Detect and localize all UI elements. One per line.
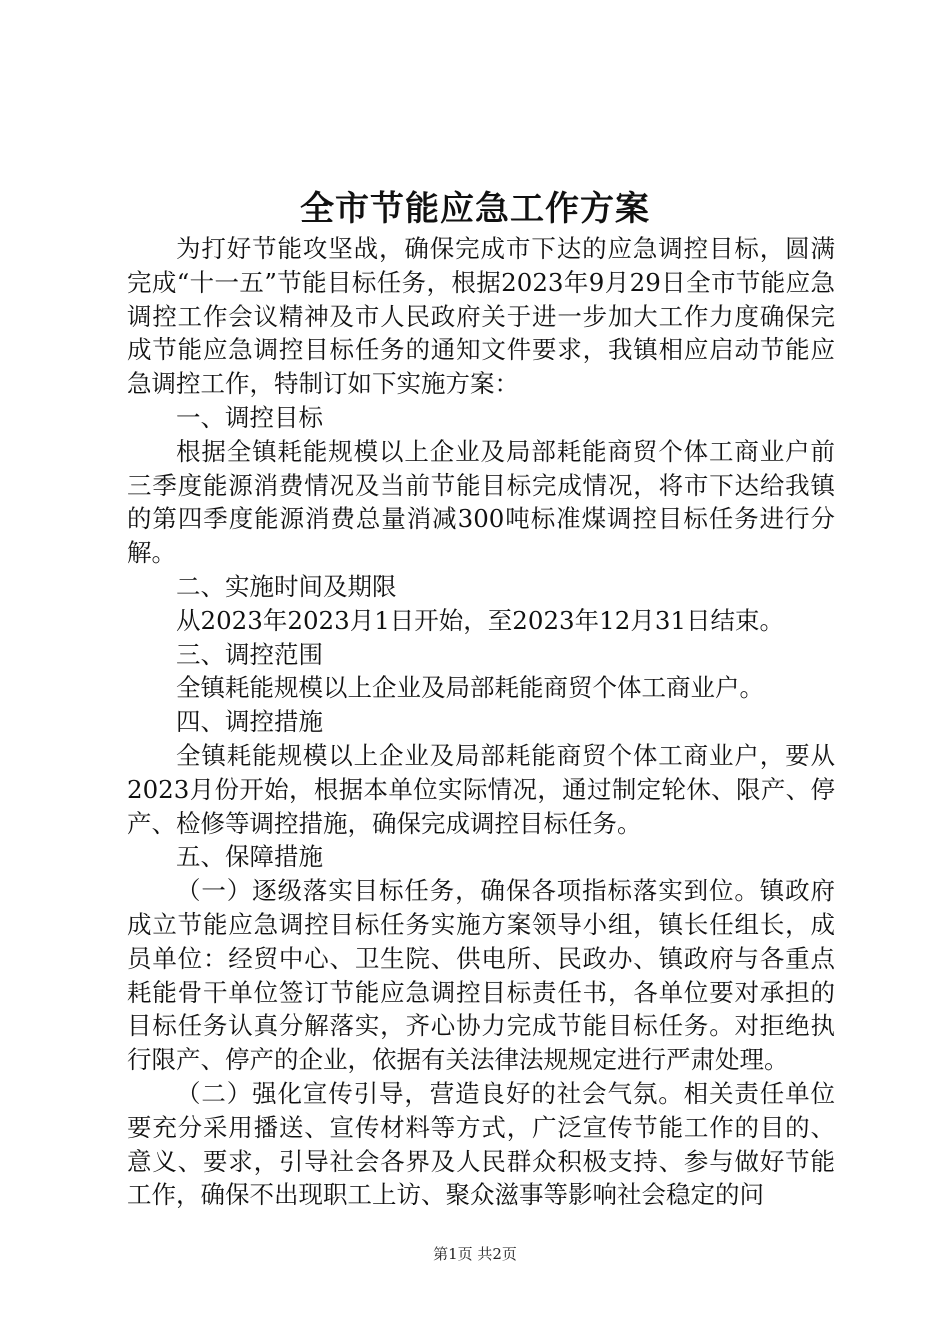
page-footer: 第1页 共2页 [433,1245,517,1263]
section-paragraph-1: 根据全镇耗能规模以上企业及局部耗能商贸个体工商业户前三季度能源消费情况及当前节能目标完成情况，将市下达给我镇的第四季度能源消费总量消减300吨标准煤调控目标任务进行分解。 [127,436,835,568]
section-paragraph-5a: （一）逐级落实目标任务，确保各项指标落实到位。镇政府成立节能应急调控目标任务实施方案领导小组，镇长任组长，成员单位：经贸中心、卫生院、供电所、民政办、镇政府与各重点耗能骨干单位签订节能应急调控目标责任书，各单位要对承担的目标任务认真分解落实，齐心协力完成节能目标任务。对拒绝执行限产、停产的企业，依据有关法律法规规定进行严肃处理。 [127,876,835,1075]
section-paragraph-4: 全镇耗能规模以上企业及局部耗能商贸个体工商业户，要从2023月份开始，根据本单位实际情况，通过制定轮休、限产、停产、检修等调控措施，确保完成调控目标任务。 [127,740,835,838]
document-title: 全市节能应急工作方案 [300,189,650,229]
document-body [127,232,835,1212]
section-paragraph-5b: （二）强化宣传引导，营造良好的社会气氛。相关责任单位要充分采用播送、宣传材料等方式，广泛宣传节能工作的目的、意义、要求，引导社会各界及人民群众积极支持、参与做好节能工作，确保不出现职工上访、聚众滋事等影响社会稳定的问 [127,1078,835,1210]
section-heading-3: 三、调控范围 [176,639,323,669]
section-paragraph-3: 全镇耗能规模以上企业及局部耗能商贸个体工商业户。 [176,673,764,703]
intro-paragraph: 为打好节能攻坚战，确保完成市下达的应急调控目标，圆满完成“十一五”节能目标任务，根据2023年9月29日全市节能应急调控工作会议精神及市人民政府关于进一步加大工作力度确保完成节能应急调控目标任务的通知文件要求，我镇相应启动节能应急调控工作，特制订如下实施方案： [127,234,835,399]
section-heading-2: 二、实施时间及期限 [176,571,397,601]
section-paragraph-2: 从2023年2023月1日开始，至2023年12月31日结束。 [176,605,784,635]
section-heading-5: 五、保障措施 [176,842,323,872]
section-heading-4: 四、调控措施 [176,707,323,737]
section-heading-1: 一、调控目标 [176,402,323,432]
